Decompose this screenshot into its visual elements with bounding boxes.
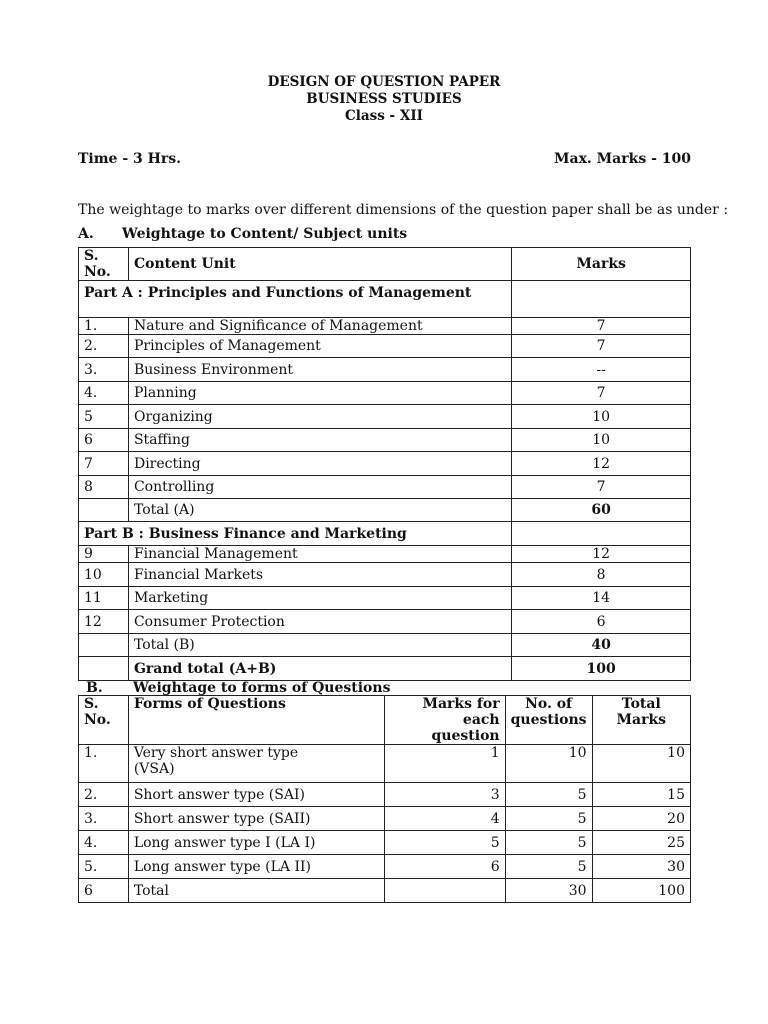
time-label: Time - 3 Hrs. xyxy=(78,151,181,167)
question-forms-table xyxy=(78,695,691,903)
row-sno: 10 xyxy=(79,563,129,587)
row-marks: 10 xyxy=(512,429,691,452)
row-marks: 7 xyxy=(512,382,691,405)
total-a-label: Total (A) xyxy=(128,499,511,522)
table-row xyxy=(79,783,691,807)
form-marks-each: 6 xyxy=(385,855,505,879)
table-row xyxy=(79,587,691,610)
max-marks-label: Max. Marks - 100 xyxy=(554,151,691,167)
row-unit: Financial Management xyxy=(128,546,511,563)
grand-total-label: Grand total (A+B) xyxy=(128,657,511,681)
form-name: Very short answer type (VSA) xyxy=(128,745,384,783)
form-name: Total xyxy=(128,879,384,903)
grand-total-marks: 100 xyxy=(512,657,691,681)
row-marks: 14 xyxy=(512,587,691,610)
form-marks-each xyxy=(385,879,505,903)
row-marks: 6 xyxy=(512,610,691,634)
part-b-title: Part B : Business Finance and Marketing xyxy=(79,522,512,546)
form-marks-each: 3 xyxy=(385,783,505,807)
form-name: Long answer type (LA II) xyxy=(128,855,384,879)
row-unit: Financial Markets xyxy=(128,563,511,587)
form-total-marks: 100 xyxy=(592,879,690,903)
form-marks-each: 1 xyxy=(385,745,505,783)
row-sno: 2. xyxy=(79,335,129,358)
forms-rows xyxy=(79,745,691,903)
total-marks-header: Total Marks xyxy=(592,696,690,745)
section-b-title: Weightage to forms of Questions xyxy=(133,680,391,696)
row-sno: 3. xyxy=(79,358,129,382)
row-sno: 8 xyxy=(79,476,129,499)
table-row xyxy=(79,429,691,452)
row-sno: 6 xyxy=(79,429,129,452)
row-marks: 12 xyxy=(512,452,691,476)
marks-header: Marks xyxy=(512,248,691,281)
form-sno: 3. xyxy=(79,807,129,831)
forms-header-row xyxy=(79,696,691,745)
forms-header: Forms of Questions xyxy=(128,696,384,745)
table-row xyxy=(79,855,691,879)
row-unit: Staffing xyxy=(128,429,511,452)
total-b-row xyxy=(79,634,691,657)
section-a-letter: A. xyxy=(78,226,94,242)
row-marks: -- xyxy=(512,358,691,382)
content-unit-header: Content Unit xyxy=(128,248,511,281)
table-header-row xyxy=(79,248,691,281)
table-row xyxy=(79,831,691,855)
row-unit: Nature and Significance of Management xyxy=(128,318,511,335)
part-b-rows xyxy=(79,546,691,634)
total-b-label: Total (B) xyxy=(128,634,511,657)
row-sno: 1. xyxy=(79,318,129,335)
total-a-marks: 60 xyxy=(512,499,691,522)
section-a-title: Weightage to Content/ Subject units xyxy=(122,226,408,242)
part-a-rows xyxy=(79,318,691,499)
row-unit: Marketing xyxy=(128,587,511,610)
document-title: DESIGN OF QUESTION PAPER xyxy=(267,74,501,90)
total-a-row xyxy=(79,499,691,522)
table-row xyxy=(79,358,691,382)
row-marks: 8 xyxy=(512,563,691,587)
form-marks-each: 4 xyxy=(385,807,505,831)
row-sno: 9 xyxy=(79,546,129,563)
row-marks: 7 xyxy=(512,318,691,335)
table-row xyxy=(79,879,691,903)
total-b-marks: 40 xyxy=(512,634,691,657)
table-row xyxy=(79,335,691,358)
subject-title: BUSINESS STUDIES xyxy=(306,91,462,107)
table-row xyxy=(79,476,691,499)
form-num-questions: 5 xyxy=(505,855,592,879)
part-a-row xyxy=(79,281,691,318)
table-row xyxy=(79,382,691,405)
row-sno: 4. xyxy=(79,382,129,405)
row-sno: 11 xyxy=(79,587,129,610)
form-sno: 6 xyxy=(79,879,129,903)
table-row xyxy=(79,405,691,429)
form-total-marks: 25 xyxy=(592,831,690,855)
part-b-row xyxy=(79,522,691,546)
intro-text: The weightage to marks over different dimensions of the question paper shall be as under : xyxy=(78,202,729,218)
row-marks: 7 xyxy=(512,335,691,358)
row-unit: Principles of Management xyxy=(128,335,511,358)
content-weightage-table xyxy=(78,247,691,681)
row-unit: Planning xyxy=(128,382,511,405)
table-row xyxy=(79,745,691,783)
part-a-title: Part A : Principles and Functions of Management xyxy=(79,281,512,318)
form-total-marks: 15 xyxy=(592,783,690,807)
row-unit: Organizing xyxy=(128,405,511,429)
row-unit: Business Environment xyxy=(128,358,511,382)
form-total-marks: 30 xyxy=(592,855,690,879)
class-label: Class - XII xyxy=(345,108,423,124)
form-num-questions: 30 xyxy=(505,879,592,903)
form-num-questions: 5 xyxy=(505,831,592,855)
grand-total-row xyxy=(79,657,691,681)
form-name: Short answer type (SAII) xyxy=(128,807,384,831)
row-unit: Consumer Protection xyxy=(128,610,511,634)
form-num-questions: 10 xyxy=(505,745,592,783)
table-row xyxy=(79,318,691,335)
num-questions-header: No. of questions xyxy=(505,696,592,745)
marks-each-header: Marks for each question xyxy=(385,696,505,745)
row-sno: 12 xyxy=(79,610,129,634)
row-unit: Controlling xyxy=(128,476,511,499)
table-row xyxy=(79,807,691,831)
table-row xyxy=(79,546,691,563)
form-total-marks: 10 xyxy=(592,745,690,783)
forms-sno-header: S. No. xyxy=(79,696,129,745)
form-sno: 4. xyxy=(79,831,129,855)
form-sno: 1. xyxy=(79,745,129,783)
row-marks: 10 xyxy=(512,405,691,429)
table-row xyxy=(79,452,691,476)
form-sno: 2. xyxy=(79,783,129,807)
row-sno: 7 xyxy=(79,452,129,476)
form-name: Long answer type I (LA I) xyxy=(128,831,384,855)
form-sno: 5. xyxy=(79,855,129,879)
sno-header: S. No. xyxy=(79,248,129,281)
form-num-questions: 5 xyxy=(505,807,592,831)
form-num-questions: 5 xyxy=(505,783,592,807)
form-name: Short answer type (SAI) xyxy=(128,783,384,807)
section-b-letter: B. xyxy=(86,680,103,696)
row-unit: Directing xyxy=(128,452,511,476)
row-sno: 5 xyxy=(79,405,129,429)
table-row xyxy=(79,610,691,634)
form-total-marks: 20 xyxy=(592,807,690,831)
form-marks-each: 5 xyxy=(385,831,505,855)
table-row xyxy=(79,563,691,587)
row-marks: 7 xyxy=(512,476,691,499)
row-marks: 12 xyxy=(512,546,691,563)
